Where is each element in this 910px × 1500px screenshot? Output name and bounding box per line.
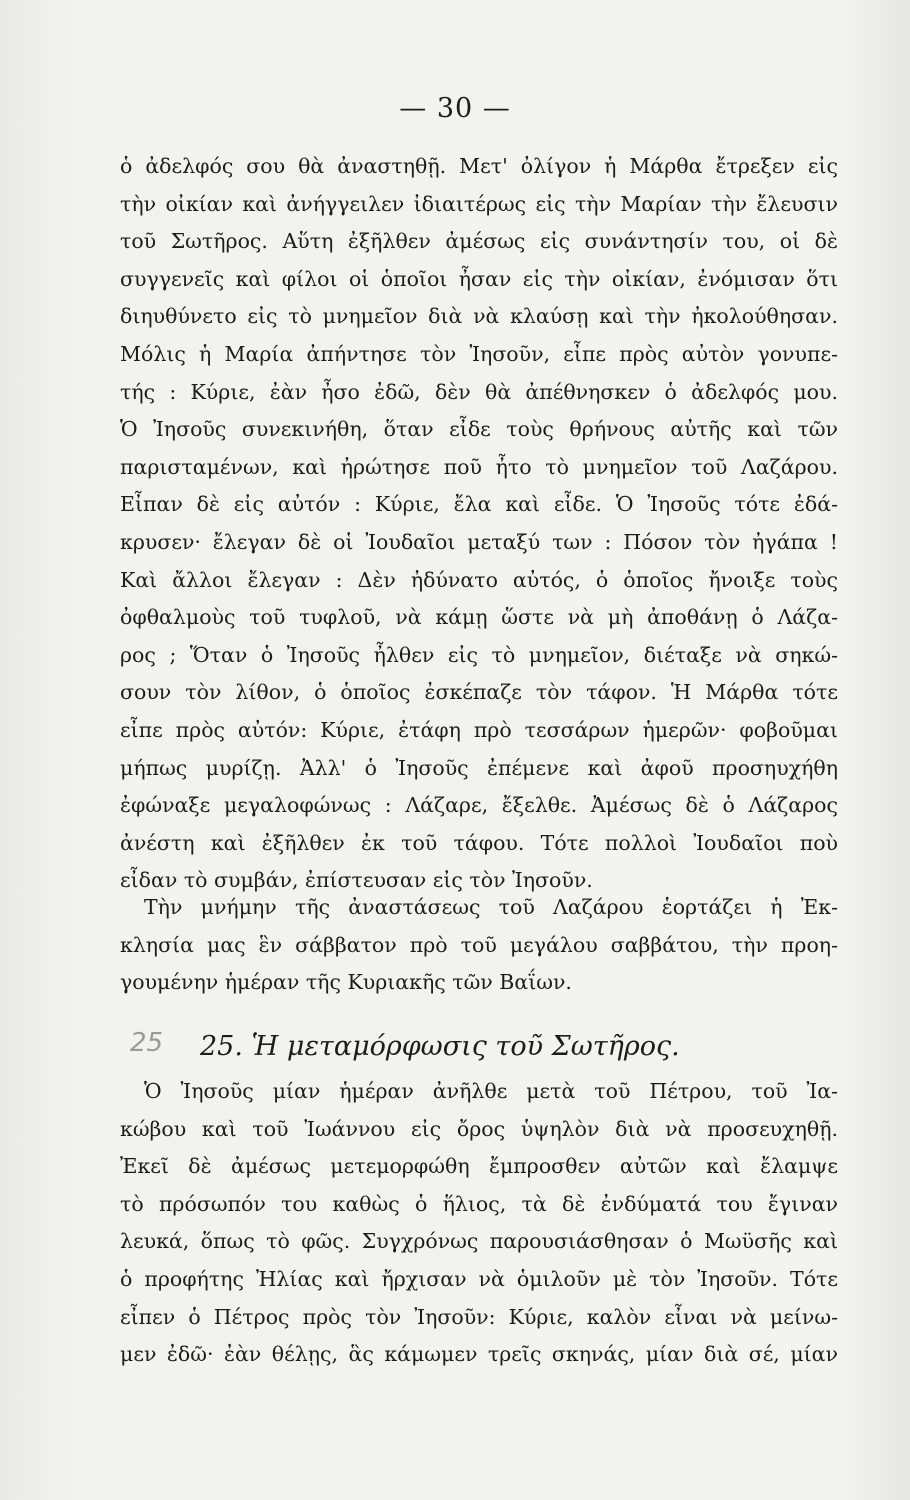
- text-line: Εἶπαν δὲ εἰς αὐτόν : Κύριε, ἔλα καὶ εἶδε. Ὁ Ἰησοῦς τότε ἐδά-: [120, 492, 838, 517]
- paragraph-lazarus-raising: [120, 148, 838, 900]
- text-line: Καὶ ἄλλοι ἔλεγαν : Δὲν ἠδύνατο αὐτός, ὁ ὁποῖος ἤνοιξε τοὺς: [120, 567, 838, 592]
- text-line: ὁ προφήτης Ἠλίας καὶ ἤρχισαν νὰ ὁμιλοῦν μὲ τὸν Ἰησοῦν. Τότε: [120, 1266, 838, 1291]
- section-heading: [130, 1025, 830, 1069]
- text-line: μεν ἐδῶ· ἐὰν θέλῃς, ἃς κάμωμεν τρεῖς σκηνάς, μίαν διὰ σέ, μίαν: [120, 1342, 838, 1367]
- text-line: Μόλις ἡ Μαρία ἀπήντησε τὸν Ἰησοῦν, εἶπε πρὸς αὐτὸν γονυπε-: [120, 341, 838, 366]
- text-line: εἶπε πρὸς αὐτόν: Κύριε, ἐτάφη πρὸ τεσσάρων ἡμερῶν· φοβοῦμαι: [120, 717, 838, 742]
- text-line: Ἐκεῖ δὲ ἀμέσως μετεμορφώθη ἔμπροσθεν αὐτῶν καὶ ἔλαμψε: [120, 1154, 838, 1179]
- text-line: εἶδαν τὸ συμβάν, ἐπίστευσαν εἰς τὸν Ἰησοῦν.: [120, 868, 593, 893]
- text-line: τὴν οἰκίαν καὶ ἀνήγγειλεν ἰδιαιτέρως εἰς τὴν Μαρίαν τὴν ἔλευσιν: [120, 191, 838, 216]
- text-line: εἶπεν ὁ Πέτρος πρὸς τὸν Ἰησοῦν: Κύριε, καλὸν εἶναι νὰ μείνω-: [120, 1304, 838, 1329]
- text-line: τοῦ Σωτῆρος. Αὕτη ἐξῆλθεν ἀμέσως εἰς συνάντησίν του, οἱ δὲ: [120, 229, 838, 254]
- text-line: ὁ ἀδελφός σου θὰ ἀναστηθῇ. Μετ' ὀλίγον ἡ Μάρθα ἔτρεξεν εἰς: [120, 154, 838, 178]
- text-line: συγγενεῖς καὶ φίλοι οἱ ὁποῖοι ἦσαν εἰς τὴν οἰκίαν, ἐνόμισαν ὅτι: [120, 266, 838, 291]
- paragraph-lazarus-feast: [120, 889, 838, 1002]
- text-line: γουμένην ἡμέραν τῆς Κυριακῆς τῶν Βαΐων.: [120, 970, 572, 995]
- text-line: Ὁ Ἰησοῦς συνεκινήθη, ὅταν εἶδε τοὺς θρήνους αὐτῆς καὶ τῶν: [120, 417, 838, 442]
- paragraph-transfiguration: [120, 1073, 838, 1374]
- text-line: κρυσεν· ἔλεγαν δὲ οἱ Ἰουδαῖοι μεταξύ των : Πόσον τὸν ἠγάπα !: [120, 529, 838, 554]
- text-line: τὸ πρόσωπόν του καθὼς ὁ ἥλιος, τὰ δὲ ἐνδύματά του ἔγιναν: [120, 1191, 838, 1216]
- text-line: λευκά, ὅπως τὸ φῶς. Συγχρόνως παρουσιάσθησαν ὁ Μωϋσῆς καὶ: [120, 1229, 838, 1254]
- text-line: παρισταμένων, καὶ ἠρώτησε ποῦ ἦτο τὸ μνημεῖον τοῦ Λαζάρου.: [120, 454, 838, 479]
- text-line: διηυθύνετο εἰς τὸ μνημεῖον διὰ νὰ κλαύσῃ καὶ τὴν ἠκολούθησαν.: [120, 304, 838, 329]
- text-line: Ὁ Ἰησοῦς μίαν ἡμέραν ἀνῆλθε μετὰ τοῦ Πέτρου, τοῦ Ἰα-: [144, 1079, 838, 1103]
- text-line: κώβου καὶ τοῦ Ἰωάννου εἰς ὄρος ὑψηλὸν διὰ νὰ προσευχηθῇ.: [120, 1116, 838, 1141]
- page-number: — 30 —: [399, 93, 511, 124]
- text-line: κλησία μας ἓν σάββατον πρὸ τοῦ μεγάλου σαββάτου, τὴν προη-: [120, 932, 838, 957]
- text-line: Τὴν μνήμην τῆς ἀναστάσεως τοῦ Λαζάρου ἑορτάζει ἡ Ἐκ-: [144, 895, 838, 919]
- text-line: τής : Κύριε, ἐὰν ἦσο ἐδῶ, δὲν θὰ ἀπέθνησκεν ὁ ἀδελφός μου.: [120, 379, 838, 404]
- text-line: ἀνέστη καὶ ἐξῆλθεν ἐκ τοῦ τάφου. Τότε πολλοὶ Ἰουδαῖοι ποὺ: [120, 830, 838, 855]
- text-line: σουν τὸν λίθον, ὁ ὁποῖος ἐσκέπαζε τὸν τάφον. Ἡ Μάρθα τότε: [120, 680, 838, 705]
- text-line: ρος ; Ὅταν ὁ Ἰησοῦς ἦλθεν εἰς τὸ μνημεῖον, διέταξε νὰ σηκώ-: [120, 642, 838, 667]
- text-line: ὀφθαλμοὺς τοῦ τυφλοῦ, νὰ κάμῃ ὥστε νὰ μὴ ἀποθάνῃ ὁ Λάζα-: [120, 605, 838, 630]
- section-title: 25. Ἡ μεταμόρφωσις τοῦ Σωτῆρος.: [200, 1031, 680, 1062]
- handwritten-margin-note: 25: [130, 1028, 164, 1058]
- text-line: μήπως μυρίζῃ. Ἀλλ' ὁ Ἰησοῦς ἐπέμενε καὶ ἀφοῦ προσηυχήθη: [120, 755, 838, 780]
- text-line: ἐφώναξε μεγαλοφώνως : Λάζαρε, ἔξελθε. Ἀμέσως δὲ ὁ Λάζαρος: [120, 793, 838, 818]
